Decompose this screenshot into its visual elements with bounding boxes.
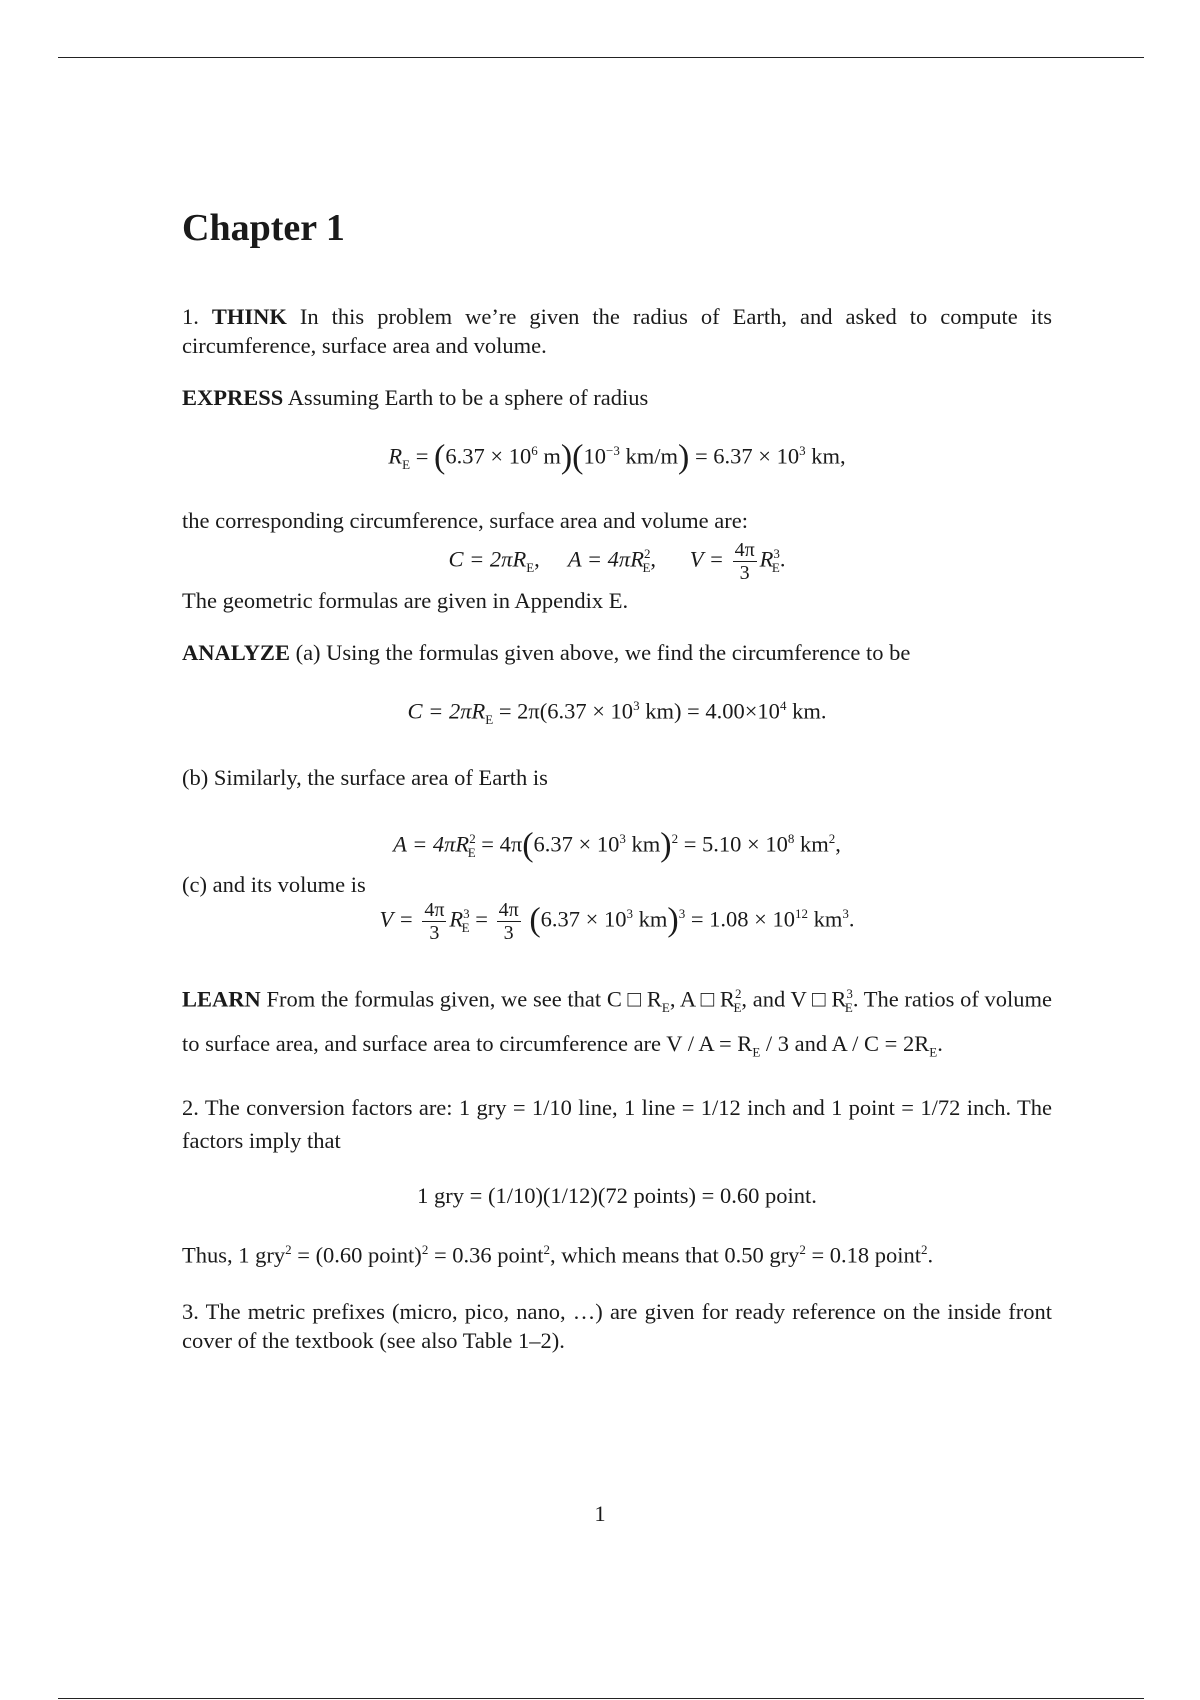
- bottom-rule: [58, 1698, 1144, 1699]
- learn-label: LEARN: [182, 986, 261, 1012]
- part-c-text: (c) and its volume is: [182, 872, 366, 897]
- corresponding-text: the corresponding circumference, surface area and volume are:: [182, 508, 748, 533]
- problem-1-think: 1. THINK In this problem we’re given the radius of Earth, and asked to compute its circumference, surface area and volume.: [182, 304, 1053, 358]
- volume-equation: V = $\frac{4\pi}{3}$ $R^3_E$ = $\frac{4\pi}{3}$ ($6.37 \times 10^3$ $km)^3 = 1.08 \times 10^{12}$ $km^3$.: [379, 899, 855, 944]
- circumference-equation: $C = 2\pi R_E = 2\pi(6.37 \times 10^3$ $km) = 4.00\times 10^4$ km.: [407, 698, 827, 727]
- page-content: [182, 196, 1052, 1355]
- express-paragraph: EXPRESS Assuming Earth to be a sphere of radius: [182, 385, 649, 410]
- problem-3-text: 3. The metric prefixes (micro, pico, nano, …) are given for ready reference on the inside front cover of the textbook (see also Table 1–2).: [182, 1299, 1052, 1353]
- gry-equation: 1 gry = (1/10)(1/12)(72 points) = 0.60 point.: [417, 1182, 817, 1208]
- part-b-text: (b) Similarly, the surface area of Earth is: [182, 765, 548, 790]
- top-rule: [58, 57, 1144, 58]
- learn-paragraph: LEARN From the formulas given, we see that C □ $R_E$, A □ $R^2_E$, and V □ $R^3_E$. The ratios of volume to surface area, and surface area to circumference are $V / A = R_E / 3$ and $A / C = 2R_E$.: [182, 986, 1052, 1060]
- analyze-label: ANALYZE: [182, 640, 290, 665]
- formulas-equation: $C = 2\pi R_E$, $A = 4\pi R^2_E$, V = $\frac{4\pi}{3}$ $R^3_E$.: [448, 539, 786, 584]
- express-label: EXPRESS: [182, 385, 284, 410]
- problem-2-conclusion: Thus, 1 gry$^2$ = (0.60 point)$^2$ = 0.36 point$^2$, which means that 0.50 gry$^2$ = 0.18 point$^2$.: [182, 1241, 934, 1267]
- chapter-title: Chapter 1: [182, 207, 345, 249]
- area-equation: $A = 4\pi R^2_E = 4\pi(6.37 \times 10^3$ $km)^2 = 5.10 \times 10^8$ $km^2$,: [393, 826, 841, 864]
- page-number: 1: [594, 1501, 606, 1526]
- problem-2-text: 2. The conversion factors are: 1 gry = 1/10 line, 1 line = 1/12 inch and 1 point = 1/72 inch. The factors imply that: [182, 1094, 1052, 1153]
- radius-equation: $R_E = (6.37 \times 10^6$ $m)(10^{-3}$ $km/m) = 6.37 \times 10^3$ km,: [388, 438, 846, 476]
- analyze-paragraph: ANALYZE (a) Using the formulas given above, we find the circumference to be: [182, 640, 911, 665]
- appendix-text: The geometric formulas are given in Appendix E.: [182, 588, 629, 613]
- think-label: THINK: [211, 304, 287, 329]
